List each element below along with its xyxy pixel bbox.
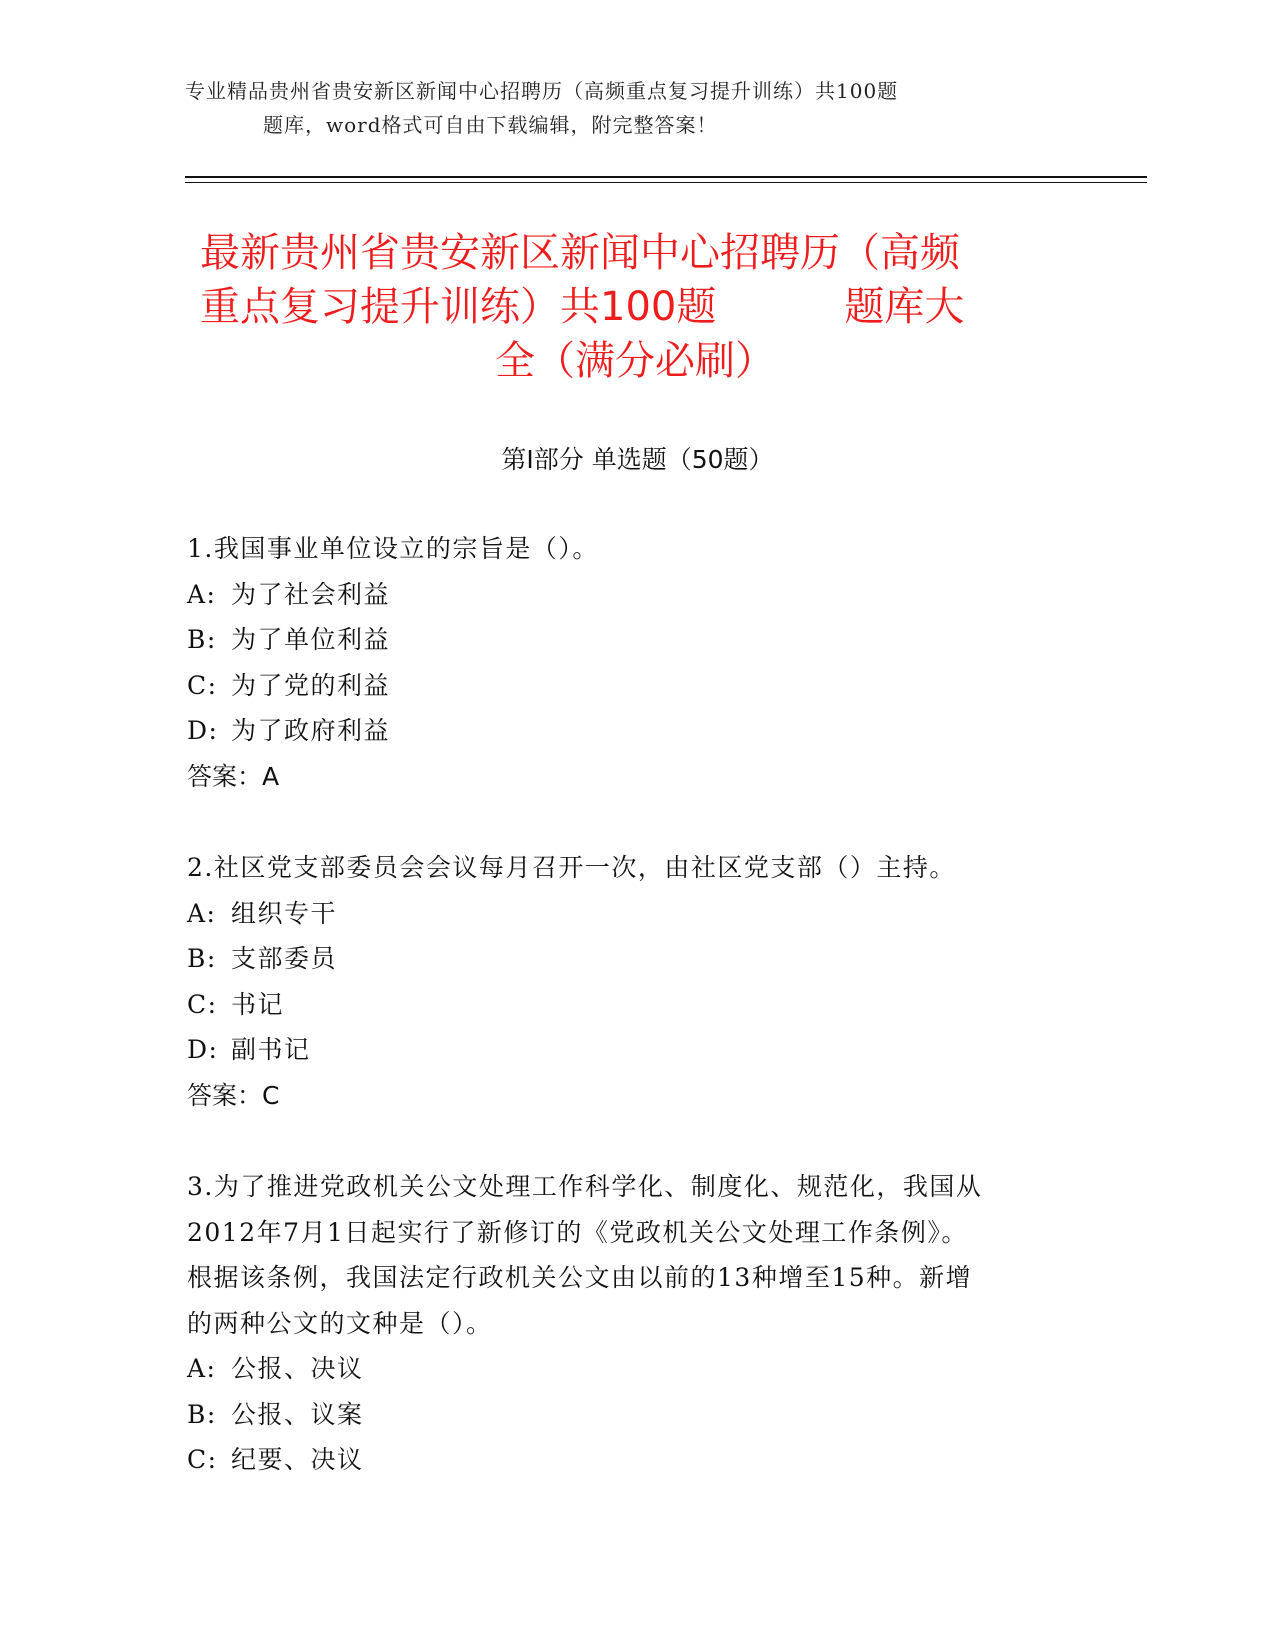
option-label: A: [187, 898, 217, 928]
header-divider-thin [185, 182, 1147, 183]
option-b [187, 617, 1067, 663]
title-line-3: 全（满分必刷） [495, 338, 775, 384]
option-text: 纪要、决议 [231, 1445, 364, 1474]
option-label: B: [187, 625, 217, 654]
option-label: A: [187, 1354, 217, 1383]
question-stem-line: 的两种公文的文种是（）。 [187, 1308, 493, 1338]
title-line-2b: 题库大 [844, 284, 965, 330]
header-divider-thick [185, 176, 1147, 178]
header-line-2: 题库，word格式可自由下载编辑，附完整答案！ [263, 113, 718, 137]
option-label: B: [187, 1399, 217, 1429]
option-text: 为了社会利益 [231, 579, 391, 609]
option-label: C: [187, 989, 218, 1019]
option-a [187, 572, 1067, 618]
section-title: 第Ⅰ部分 单选题（50题） [501, 445, 774, 474]
question-stem-line: 3.为了推进党政机关公文处理工作科学化、制度化、规范化，我国从 [187, 1172, 983, 1201]
title-line-2 [200, 280, 1070, 334]
answer: 答案：C [187, 1080, 280, 1110]
document-title [200, 226, 1070, 388]
option-text: 副书记 [231, 1035, 311, 1064]
option-b [187, 1392, 1067, 1438]
header-line-1: 专业精品贵州省贵安新区新闻中心招聘历（高频重点复习提升训练）共100题 [185, 79, 899, 103]
question-list [187, 526, 1067, 1483]
option-a [187, 891, 1067, 937]
option-label: D: [187, 1035, 219, 1064]
option-label: C: [187, 670, 218, 700]
option-c [187, 982, 1067, 1028]
document-header [185, 74, 1045, 142]
option-label: D: [187, 716, 219, 745]
answer: 答案：A [187, 761, 280, 791]
option-d [187, 708, 1067, 754]
question-stem-line: 2012年7月1日起实行了新修订的《党政机关公文处理工作条例》。 [187, 1217, 968, 1247]
option-c [187, 1437, 1067, 1483]
option-label: A: [187, 579, 217, 609]
option-a [187, 1346, 1067, 1392]
option-text: 为了单位利益 [231, 625, 391, 654]
option-text: 公报、决议 [231, 1354, 364, 1383]
title-line-2a: 重点复习提升训练）共100题 [200, 284, 717, 330]
option-text: 支部委员 [231, 944, 338, 973]
question-1 [187, 526, 1067, 799]
option-text: 书记 [231, 989, 285, 1019]
question-stem-line: 根据该条例，我国法定行政机关公文由以前的13种增至15种。新增 [187, 1263, 973, 1292]
option-text: 公报、议案 [231, 1399, 364, 1429]
question-stem: 2.社区党支部委员会会议每月召开一次，由社区党支部（）主持。 [187, 853, 956, 882]
option-text: 组织专干 [231, 898, 338, 928]
option-text: 为了党的利益 [231, 670, 391, 700]
option-b [187, 936, 1067, 982]
title-line-1: 最新贵州省贵安新区新闻中心招聘历（高频 [200, 230, 960, 276]
option-text: 为了政府利益 [231, 716, 391, 745]
option-label: C: [187, 1445, 218, 1474]
question-stem: 1.我国事业单位设立的宗旨是（）。 [187, 534, 599, 563]
option-d [187, 1027, 1067, 1073]
question-2 [187, 845, 1067, 1118]
option-label: B: [187, 944, 217, 973]
option-c [187, 663, 1067, 709]
question-3 [187, 1164, 1067, 1483]
